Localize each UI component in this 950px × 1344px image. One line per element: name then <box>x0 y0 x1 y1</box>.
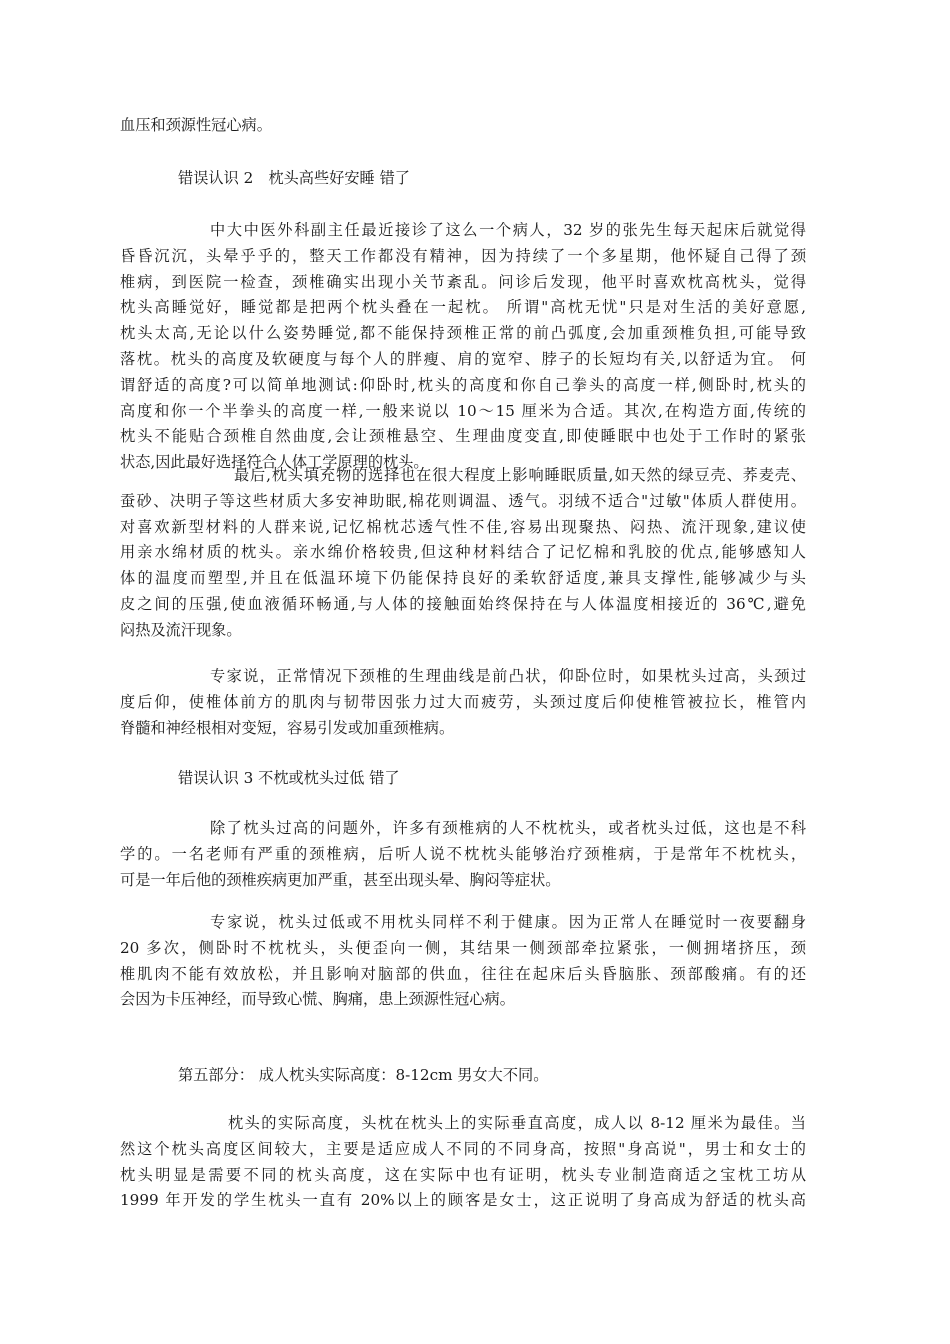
text-line: 脊髓和神经根相对变短，容易引发或加重颈椎病。 <box>120 718 455 737</box>
text-line: 除了枕头过高的问题外，许多有颈椎病的人不枕枕头，或者枕头过低，这也是不科 <box>210 819 806 837</box>
text-line: 枕头太高,无论以什么姿势睡觉,都不能保持颈椎正常的前凸弧度,会加重颈椎负担,可能导致 <box>120 324 806 343</box>
text-line: 枕头不能贴合颈椎自然曲度,会让颈椎悬空、生理曲度变直,即使睡眠中也处于工作时的紧张 <box>120 427 806 446</box>
section-heading-misconception-3 <box>178 766 400 792</box>
paragraph-actual-height <box>120 1111 806 1214</box>
heading-text: 第五部分： 成人枕头实际高度：8-12cm 男女大不同。 <box>178 1066 549 1084</box>
paragraph-case-story <box>120 218 806 476</box>
text-line: 枕头明显是需要不同的枕头高度，这在实际中也有证明，枕头专业制造商适之宝枕工坊从 <box>120 1165 806 1184</box>
text-line: 会因为卡压神经，而导致心慌、胸痛，患上颈源性冠心病。 <box>120 990 515 1009</box>
text-line: 血压和颈源性冠心病。 <box>120 116 272 134</box>
text-line: 专家说，正常情况下颈椎的生理曲线是前凸状，仰卧位时，如果枕头过高，头颈过 <box>210 667 806 685</box>
text-line: 落枕。枕头的高度及软硬度与每个人的胖瘦、肩的宽窄、脖子的长短均有关,以舒适为宜。 何 <box>120 349 806 368</box>
text-line: 皮之间的压强,使血液循环畅通,与人体的接触面始终保持在与人体温度相接近的 36℃,避免 <box>120 594 806 613</box>
text-line: 高度和你一个半拳头的高度一样,一般来说以 10～15 厘米为合适。其次,在构造方面,传统的 <box>120 401 806 420</box>
text-line: 蚕砂、决明子等这些材质大多安神助眠,棉花则调温、透气。羽绒不适合"过敏"体质人群使用。 <box>120 491 806 510</box>
text-line: 对喜欢新型材料的人群来说,记忆棉枕芯透气性不佳,容易出现聚热、闷热、流汗现象,建议使 <box>120 517 806 536</box>
text-line: 体的温度而塑型,并且在低温环境下仍能保持良好的柔软舒适度,兼具支撑性,能够减少与头 <box>120 569 806 588</box>
text-line: 用亲水绵材质的枕头。亲水绵价格较贵,但这种材料结合了记忆棉和乳胶的优点,能够感知人 <box>120 543 806 562</box>
heading-text: 错误认识 3 不枕或枕头过低 错了 <box>178 769 400 787</box>
text-line: 专家说，枕头过低或不用枕头同样不利于健康。因为正常人在睡觉时一夜要翻身 <box>210 913 806 931</box>
text-line: 20 多次，侧卧时不枕枕头，头便歪向一侧，其结果一侧颈部牵拉紧张，一侧拥堵挤压，颈 <box>120 938 806 957</box>
intro-line <box>120 113 272 139</box>
text-line: 枕头的实际高度，头枕在枕头上的实际垂直高度，成人以 8-12 厘米为最佳。当 <box>228 1114 806 1132</box>
paragraph-expert-low-pillow <box>120 910 806 1013</box>
text-line: 谓舒适的高度?可以简单地测试:仰卧时,枕头的高度和你自己拳头的高度一样,侧卧时,枕头的 <box>120 375 806 394</box>
text-line: 状态,因此最好选择符合人体工学原理的枕头。 <box>120 453 429 472</box>
section-heading-misconception-2 <box>178 166 410 192</box>
text-line: 椎肌肉不能有效放松，并且影响对脑部的供血，往往在起床后头昏脑胀、颈部酸痛。有的还 <box>120 964 806 983</box>
text-line: 可是一年后他的颈椎疾病更加严重，甚至出现头晕、胸闷等症状。 <box>120 870 561 889</box>
text-line: 最后,枕头填充物的选择也在很大程度上影响睡眠质量,如天然的绿豆壳、荞麦壳、 <box>234 466 806 484</box>
text-line: 闷热及流汗现象。 <box>120 620 242 639</box>
text-line: 1999 年开发的学生枕头一直有 20%以上的顾客是女士，这正说明了身高成为舒适的枕头高 <box>120 1191 806 1210</box>
text-line: 椎病，到医院一检查，颈椎确实出现小关节紊乱。问诊后发现，他平时喜欢枕高枕头，觉得 <box>120 272 806 291</box>
text-line: 枕头高睡觉好，睡觉都是把两个枕头叠在一起枕。 所谓"高枕无忧"只是对生活的美好意愿, <box>120 298 806 317</box>
text-line: 学的。一名老师有严重的颈椎病，后听人说不枕枕头能够治疗颈椎病，于是常年不枕枕头， <box>120 844 806 863</box>
paragraph-expert-high-pillow <box>120 664 806 741</box>
text-line: 昏昏沉沉，头晕乎乎的，整天工作都没有精神，因为持续了一个多星期，他怀疑自己得了颈 <box>120 246 806 265</box>
text-line: 然这个枕头高度区间较大，主要是适应成人不同的不同身高，按照"身高说"，男士和女士的 <box>120 1139 806 1158</box>
section-heading-part-5 <box>178 1063 548 1089</box>
paragraph-low-pillow <box>120 816 806 893</box>
text-line: 中大中医外科副主任最近接诊了这么一个病人，32 岁的张先生每天起床后就觉得 <box>210 221 806 239</box>
heading-text: 错误认识 2 枕头高些好安睡 错了 <box>178 169 410 187</box>
text-line: 度后仰，使椎体前方的肌肉与韧带因张力过大而疲劳，头颈过度后仰使椎管被拉长，椎管内 <box>120 692 806 711</box>
paragraph-pillow-filling <box>120 463 806 644</box>
